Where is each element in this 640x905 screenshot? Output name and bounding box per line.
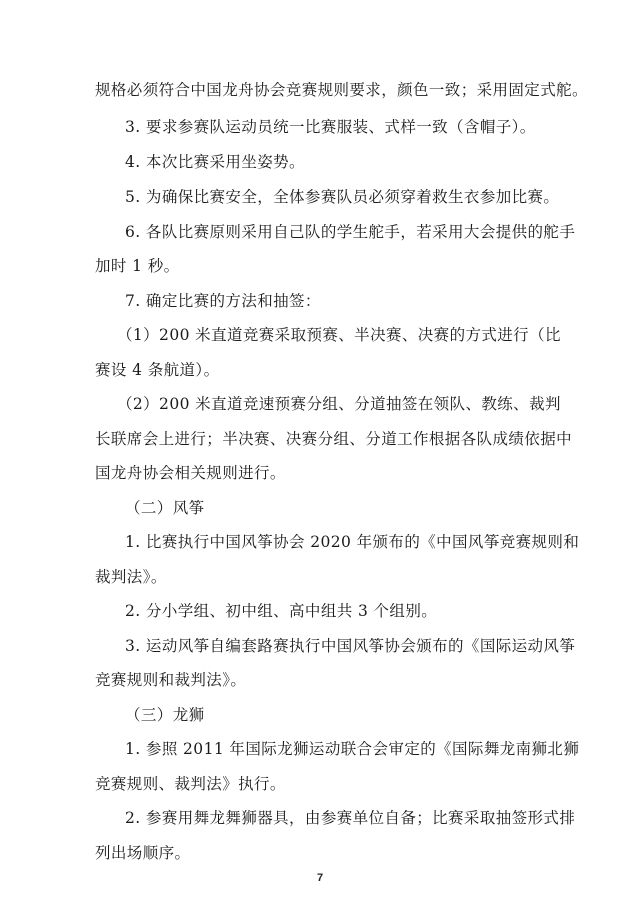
text-line: 6. 各队比赛原则采用自己队的学生舵手，若采用大会提供的舵手 <box>125 223 576 241</box>
text-line: （2）200 米直道竞速预赛分组、分道抽签在领队、教练、裁判 <box>117 395 561 413</box>
text-line: 国龙舟协会相关规则进行。 <box>95 464 286 482</box>
text-line: 2. 参赛用舞龙舞狮器具，由参赛单位自备；比赛采取抽签形式排 <box>125 809 576 827</box>
text-line: 4. 本次比赛采用坐姿势。 <box>125 153 305 171</box>
text-line: 5. 为确保比赛安全，全体参赛队员必须穿着救生衣参加比赛。 <box>125 188 560 206</box>
text-line: 赛设 4 条航道）。 <box>95 361 220 379</box>
page-number: 7 <box>316 872 324 884</box>
section-heading: （三）龙狮 <box>125 706 205 724</box>
text-line: 1. 参照 2011 年国际龙狮运动联合会审定的《国际舞龙南狮北狮 <box>125 740 580 758</box>
text-line: 7. 确定比赛的方法和抽签： <box>125 292 321 310</box>
text-line: 规格必须符合中国龙舟协会竞赛规则要求，颜色一致；采用固定式舵。 <box>95 81 588 99</box>
text-line: 3. 运动风筝自编套路赛执行中国风筝协会颁布的《国际运动风筝 <box>125 637 576 655</box>
section-heading: （二）风筝 <box>125 499 205 517</box>
text-line: 加时 1 秒。 <box>95 257 180 275</box>
text-line: 列出场顺序。 <box>95 844 191 862</box>
text-line: 长联席会上进行；半决赛、决赛分组、分道工作根据各队成绩依据中 <box>95 430 573 448</box>
text-line: 裁判法》。 <box>95 568 167 586</box>
text-line: 竞赛规则和裁判法》。 <box>95 671 247 689</box>
text-line: 2. 分小学组、初中组、高中组共 3 个组别。 <box>125 602 438 620</box>
text-line: （1）200 米直道竞赛采取预赛、半决赛、决赛的方式进行（比 <box>117 326 561 344</box>
text-line: 竞赛规则、裁判法》执行。 <box>95 775 286 793</box>
text-line: 1. 比赛执行中国风筝协会 2020 年颁布的《中国风筝竞赛规则和 <box>125 533 580 551</box>
text-line: 3. 要求参赛队运动员统一比赛服装、式样一致（含帽子）。 <box>125 118 536 136</box>
